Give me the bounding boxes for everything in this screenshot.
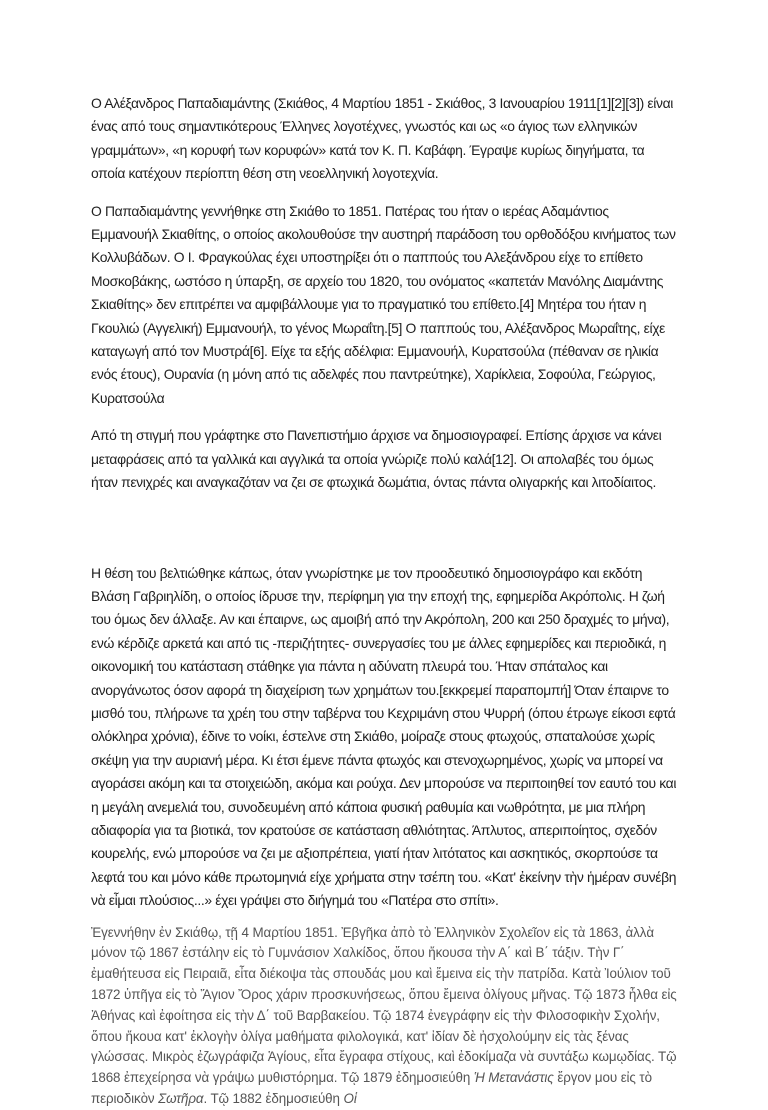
quote-italic-title-2: Σωτῆρα xyxy=(158,1090,204,1106)
paragraph-akropolis: Η θέση του βελτιώθηκε κάπως, όταν γνωρίστηκε με τον προοδευτικό δημοσιογράφο και εκδότη Βλάση Γαβριηλίδη, ο οποίος ίδρυσε την, περίφημη για την εποχή της, εφημερίδα Ακρόπολις. Η ζωή του όμως δεν άλλαξε. Αν και έπαιρνε, ως αμοιβή από την Ακρόπολη, 200 και 250 δραχμές το μήνα), ενώ κέρδιζε αρκετά και από τις -περιζήτητες- συνεργασίες του με άλλες εφημερίδες και περιοδικά, η οικονομική του κατάσταση στάθηκε για πάντα η αδύνατη πλευρά του. Ήταν σπάταλος και ανοργάνωτος όσον αφορά τη διαχείριση των χρημάτων του.[εκκρεμεί παραπομπή] Όταν έπαιρνε το μισθό του, πλήρωνε τα χρέη του στην ταβέρνα του Κεχριμάνη στου Ψυρρή (όπου έτρωγε είκοσι εφτά ολόκληρα χρόνια), έδινε το νοίκι, έστελνε στη Σκιάθο, μοίραζε στους φτωχούς, σπαταλούσε χωρίς σκέψη για την αυριανή μέρα. Κι έτσι έμενε πάντα φτωχός και στενοχωρημένος, χωρίς να μπορεί να αγοράσει ακόμη και τα στοιχειώδη, ακόμα και ρούχα. Δεν μπορούσε να περιποιηθεί τον εαυτό του και η μεγάλη ανεμελιά του, συνοδευμένη από κάποια φυσική ραθυμία και νωθρότητα, με μια πλήρη αδιαφορία για τα βιοτικά, τον κρατούσε σε κατάσταση αθλιότητας. Άπλυτος, απεριποίητος, σχεδόν κουρελής, ενώ μπορούσε να ζει με αξιοπρέπεια, γιατί ήταν λιτότατος και ασκητικός, σκορπούσε τα λεφτά του και μόνο κάθε πρωτομηνιά είχε χρήματα στην τσέπη του. «Κατ' ἐκείνην τὴν ἡμέραν συνέβη νὰ εἶμαι πλούσιος...» έχει γράψει στο διήγημά του «Πατέρα στο σπίτι». xyxy=(91,564,677,909)
quote-text-2: ἔργον μου εἰς τὸ περιοδικὸν xyxy=(91,1070,652,1106)
paragraph-university: Από τη στιγμή που γράφτηκε στο Πανεπιστήμιο άρχισε να δημοσιογραφεί. Επίσης άρχισε να κάνει μεταφράσεις από τα γαλλικά και αγγλικά τα οποία γνώριζε πολύ καλά[12]. Οι απολαβές του όμως ήταν πενιχρές και αναγκαζόταν να ζει σε φτωχικά δωμάτια, όντας πάντα ολιγαρκής και λιτοδίαιτος. xyxy=(91,427,662,491)
document-body xyxy=(91,92,679,1110)
paragraph-family: Ο Παπαδιαμάντης γεννήθηκε στη Σκιάθο το 1851. Πατέρας του ήταν ο ιερέας Αδαμάντιος Εμμανουήλ Σκιαθίτης, ο οποίος ακολουθούσε την αυστηρή παράδοση του ορθοδόξου κινήματος των Κολλυβάδων. Ο Ι. Φραγκούλας έχει υποστηρίξει ότι ο παππούς του Αλεξάνδρου είχε το επίθετο Μοσκοβάκης, ωστόσο η ύπαρξη, σε αρχείο του 1820, του ονόματος «καπετάν Μανόλης Διαμάντης Σκιαθίτης» δεν επιτρέπει να αμφιβάλλουμε για το πραγματικό του επίθετο.[4] Μητέρα του ήταν η Γκουλιώ (Αγγελική) Εμμανουήλ, το γένος Μωραΐτη.[5] Ο παππούς του, Αλέξανδρος Μωραΐτης, είχε καταγωγή από τον Μυστρά[6]. Είχε τα εξής αδέλφια: Εμμανουήλ, Κυρατσούλα (πέθαναν σε ηλικία ενός έτους), Ουρανία (η μόνη από τις αδελφές που παντρεύτηκε), Χαρίκλεια, Σοφούλα, Γεώργιος, Κυρατσούλα xyxy=(91,202,676,406)
quote-text-3: . Τῷ 1882 ἐδημοσιεύθη xyxy=(203,1090,344,1106)
quote-text-1: Ἐγεννήθην ἐν Σκιάθῳ, τῇ 4 Μαρτίου 1851. Ἐβγῆκα ἀπὸ τὸ Ἑλληνικὸν Σχολεῖον εἰς τὰ 1863, ἀλλὰ μόνον τῷ 1867 ἐστάλην εἰς τὸ Γυμνάσιον Χαλκίδος, ὅπου ἤκουσα τὴν Α΄ καὶ Β΄ τάξιν. Τὴν Γ΄ ἐμαθήτευσα εἰς Πειραιᾶ, εἶτα διέκοψα τὰς σπουδάς μου καὶ ἔμεινα εἰς τὴν πατρίδα. Κατὰ Ἰούλιον τοῦ 1872 ὑπῆγα εἰς τὸ Ἅγιον Ὄρος χάριν προσκυνήσεως, ὅπου ἔμεινα ὀλίγους μῆνας. Τῷ 1873 ἦλθα εἰς Ἀθήνας καὶ ἐφοίτησα εἰς τὴν Δ΄ τοῦ Βαρβακείου. Τῷ 1874 ἐνεγράφην εἰς τὴν Φιλοσοφικὴν Σχολήν, ὅπου ἤκουα κατ' ἐκλογὴν ὀλίγα μαθήματα φιλολογικά, κατ' ἰδίαν δὲ ἠσχολούμην εἰς τὰς ξένας γλώσσας. Μικρὸς ἐζωγράφιζα Ἁγίους, εἶτα ἔγραφα στίχους, καὶ ἐδοκίμαζα νὰ συντάξω κωμῳδίας. Τῷ 1868 ἐπεχείρησα νὰ γράψω μυθιστόρημα. Τῷ 1879 ἐδημοσιεύθη xyxy=(91,924,677,1086)
quote-italic-title-3: Οἱ xyxy=(343,1090,357,1106)
autobiographical-quote xyxy=(91,923,679,1110)
paragraph-intro: Ο Αλέξανδρος Παπαδιαμάντης (Σκιάθος, 4 Μαρτίου 1851 - Σκιάθος, 3 Ιανουαρίου 1911[1][2][3]) είναι ένας από τους σημαντικότερους Έλληνες λογοτέχνες, γνωστός και ως «ο άγιος των ελληνικών γραμμάτων», «η κορυφή των κορυφών» κατά τον Κ. Π. Καβάφη. Έγραψε κυρίως διηγήματα, τα οποία κατέχουν περίοπτη θέση στη νεοελληνική λογοτεχνία. xyxy=(91,95,674,182)
quote-italic-title-1: Ἡ Μετανάστις xyxy=(473,1070,554,1086)
